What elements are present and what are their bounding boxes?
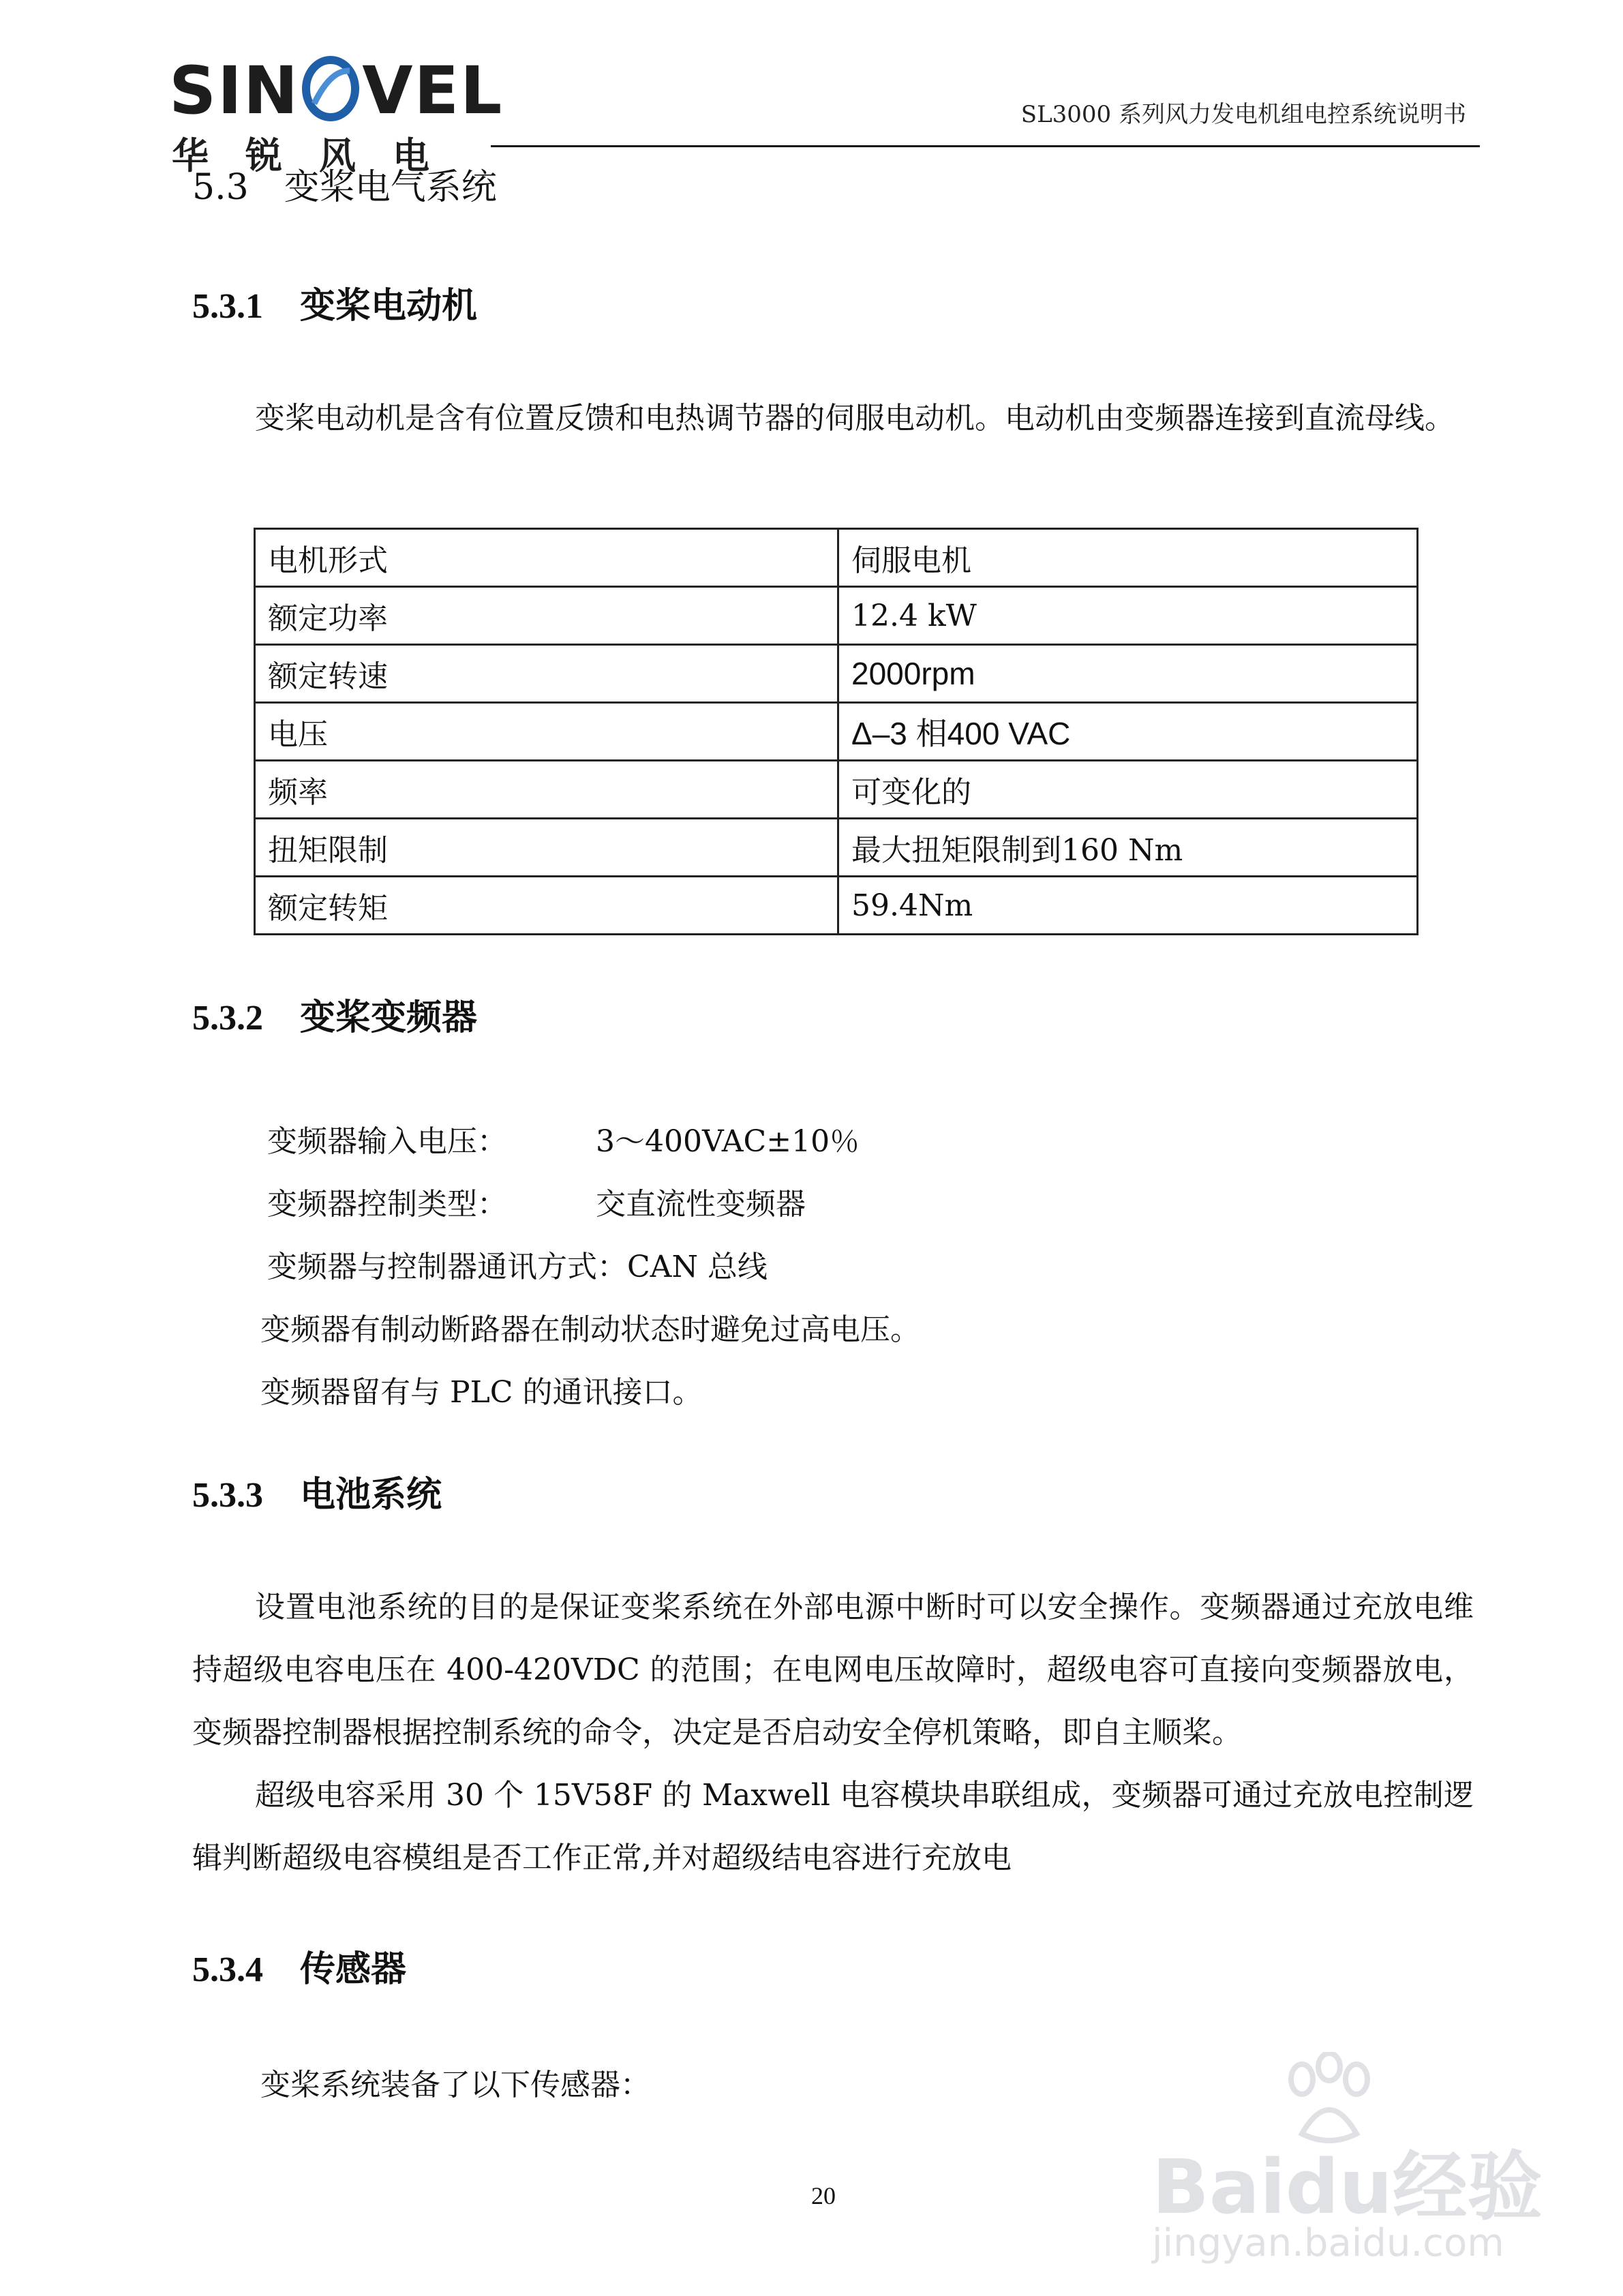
table-cell-value: 2000rpm: [838, 645, 1418, 703]
watermark-url: jingyan.baidu.com: [1152, 2221, 1504, 2265]
inverter-control-type-label: 变频器控制类型：: [267, 1187, 507, 1222]
table-row: [255, 703, 1418, 761]
table-row: [255, 819, 1418, 877]
table-cell-label: 额定转速: [255, 645, 838, 703]
section-heading: [192, 158, 497, 209]
inverter-plc-line: 变频器留有与 PLC 的通讯接口。: [260, 1375, 703, 1410]
table-cell-value: 12.4 kW: [838, 587, 1418, 645]
baidu-watermark: [1132, 2052, 1554, 2277]
motor-paragraph: 变桨电动机是含有位置反馈和电热调节器的伺服电动机。电动机由变频器连接到直流母线。: [255, 401, 1455, 436]
table-row: [255, 761, 1418, 819]
table-cell-value: 可变化的: [838, 761, 1418, 819]
logo-o-swirl: [302, 56, 359, 121]
table-cell-value: 最大扭矩限制到160 Nm: [838, 819, 1418, 877]
heading-title: 电池系统: [300, 1475, 442, 1515]
section-title: 变桨电气系统: [284, 167, 497, 208]
inverter-control-type-value: 交直流性变频器: [596, 1187, 806, 1222]
heading-battery-system: [192, 1466, 442, 1517]
heading-number: 5.3.3: [192, 1476, 263, 1515]
table-cell-value: Δ–3 相400 VAC: [838, 703, 1418, 761]
table-cell-value: 59.4Nm: [838, 877, 1418, 935]
logo-wordmark: SIN VEL: [169, 52, 504, 129]
heading-title: 变桨电动机: [300, 286, 478, 327]
table-row: [255, 529, 1418, 587]
heading-title: 变桨变频器: [300, 997, 478, 1038]
table-cell-label: 电压: [255, 703, 838, 761]
battery-paragraph-1: 设置电池系统的目的是保证变桨系统在外部电源中断时可以安全操作。变频器通过充放电维持超级电容电压在 400-420VDC 的范围；在电网电压故障时，超级电容可直接向变频器放电，变频器控制器根据控制系统的命令，决定是否启动安全停机策略，即自主顺桨。: [192, 1590, 1474, 1750]
table-cell-label: 电机形式: [255, 529, 838, 587]
inverter-input-voltage-label: 变频器输入电压：: [267, 1124, 507, 1159]
inverter-brake-line: 变频器有制动断路器在制动状态时避免过高电压。: [260, 1312, 920, 1347]
table-cell-value: 伺服电机: [838, 529, 1418, 587]
table-cell-label: 额定转矩: [255, 877, 838, 935]
heading-pitch-inverter: [192, 988, 477, 1040]
document-title: SL3000 系列风力发电机组电控系统说明书: [1020, 101, 1466, 128]
header-divider: [491, 145, 1480, 147]
battery-paragraph-2: 超级电容采用 30 个 15V58F 的 Maxwell 电容模块串联组成，变频器可通过充放电控制逻辑判断超级电容模组是否工作正常,并对超级结电容进行充放电: [192, 1778, 1474, 1875]
heading-number: 5.3.1: [192, 287, 263, 326]
table-row: [255, 645, 1418, 703]
heading-number: 5.3.2: [192, 999, 263, 1038]
table-row: [255, 587, 1418, 645]
sensors-intro: 变桨系统装备了以下传感器：: [260, 2068, 650, 2102]
section-number: 5.3: [192, 167, 249, 208]
table-cell-label: 额定功率: [255, 587, 838, 645]
inverter-comm-line: 变频器与控制器通讯方式：CAN 总线: [267, 1250, 768, 1284]
page-number: 20: [811, 2182, 836, 2209]
table-row: [255, 877, 1418, 935]
watermark-brand: Baidu经验: [1152, 2143, 1543, 2231]
heading-number: 5.3.4: [192, 1950, 263, 1989]
motor-spec-table: [254, 528, 1419, 935]
heading-title: 传感器: [300, 1949, 407, 1990]
inverter-input-voltage-value: 3～400VAC±10％: [596, 1124, 860, 1159]
sinovel-logo: [169, 52, 504, 177]
heading-sensors: [192, 1940, 406, 1991]
table-cell-label: 频率: [255, 761, 838, 819]
heading-pitch-motor: [192, 277, 477, 328]
logo-chinese: 华锐风电: [172, 134, 466, 177]
table-cell-label: 扭矩限制: [255, 819, 838, 877]
